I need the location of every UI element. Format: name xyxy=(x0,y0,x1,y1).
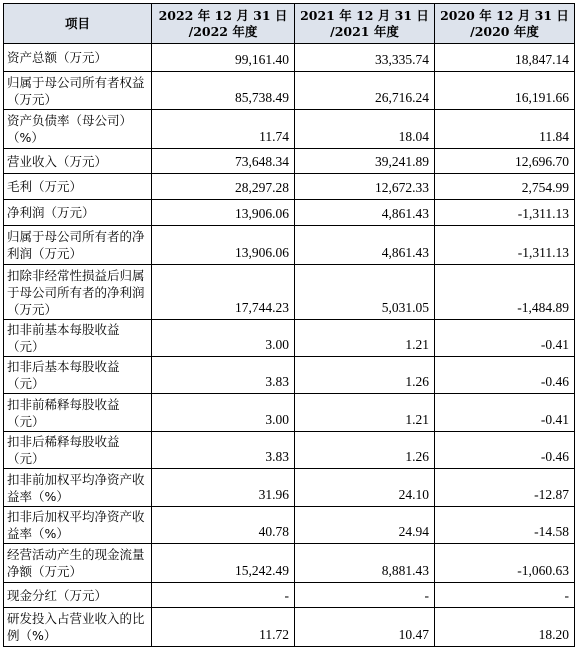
cell-2020: -1,060.63 xyxy=(435,544,575,583)
row-label: 净利润（万元） xyxy=(4,200,152,226)
row-label: 毛利（万元） xyxy=(4,174,152,200)
table-row xyxy=(4,174,575,200)
row-label: 扣非前稀释每股收益（元） xyxy=(4,394,152,432)
cell-2020: -0.41 xyxy=(435,394,575,432)
cell-2021: 24.94 xyxy=(295,507,435,544)
row-label: 扣非前基本每股收益（元） xyxy=(4,320,152,357)
cell-2020: -0.46 xyxy=(435,357,575,394)
cell-2021: 1.21 xyxy=(295,394,435,432)
cell-2020: -1,311.13 xyxy=(435,200,575,226)
cell-2021: 1.26 xyxy=(295,357,435,394)
row-label: 扣非前加权平均净资产收益率（%） xyxy=(4,469,152,507)
cell-2022: 13,906.06 xyxy=(152,200,295,226)
table-row xyxy=(4,357,575,394)
table-row xyxy=(4,226,575,265)
header-col-2021-line1: 2021 年 12 月 31 日 xyxy=(300,7,429,23)
cell-2020: 2,754.99 xyxy=(435,174,575,200)
cell-2021: 26,716.24 xyxy=(295,72,435,110)
row-label: 扣非后稀释每股收益（元） xyxy=(4,432,152,469)
header-col-2020-line2: /2020 年度 xyxy=(470,23,539,39)
header-col-2022 xyxy=(152,4,295,44)
cell-2021: - xyxy=(295,583,435,608)
row-label: 研发投入占营业收入的比例（%） xyxy=(4,608,152,647)
cell-2022: 40.78 xyxy=(152,507,295,544)
table-row xyxy=(4,320,575,357)
cell-2020: 18.20 xyxy=(435,608,575,647)
cell-2022: 3.83 xyxy=(152,357,295,394)
table-row xyxy=(4,583,575,608)
cell-2021: 8,881.43 xyxy=(295,544,435,583)
cell-2020: -1,484.89 xyxy=(435,265,575,320)
cell-2021: 24.10 xyxy=(295,469,435,507)
cell-2020: -0.46 xyxy=(435,432,575,469)
table-row xyxy=(4,394,575,432)
cell-2021: 12,672.33 xyxy=(295,174,435,200)
cell-2022: 15,242.49 xyxy=(152,544,295,583)
row-label: 扣非后基本每股收益（元） xyxy=(4,357,152,394)
row-label: 扣非后加权平均净资产收益率（%） xyxy=(4,507,152,544)
cell-2022: 99,161.40 xyxy=(152,44,295,72)
cell-2020: -0.41 xyxy=(435,320,575,357)
cell-2022: - xyxy=(152,583,295,608)
cell-2022: 85,738.49 xyxy=(152,72,295,110)
cell-2021: 18.04 xyxy=(295,110,435,149)
cell-2020: -1,311.13 xyxy=(435,226,575,265)
header-col-2022-line2: /2022 年度 xyxy=(188,23,258,39)
table-row xyxy=(4,44,575,72)
row-label: 资产总额（万元） xyxy=(4,44,152,72)
row-label: 资产负债率（母公司）（%） xyxy=(4,110,152,149)
table-row xyxy=(4,72,575,110)
row-label: 归属于母公司所有者的净利润（万元） xyxy=(4,226,152,265)
cell-2020: - xyxy=(435,583,575,608)
table-row xyxy=(4,507,575,544)
cell-2022: 13,906.06 xyxy=(152,226,295,265)
cell-2022: 11.72 xyxy=(152,608,295,647)
row-label: 营业收入（万元） xyxy=(4,149,152,174)
header-col-2022-line1: 2022 年 12 月 31 日 xyxy=(158,7,288,23)
financial-summary-table xyxy=(3,3,575,647)
cell-2021: 33,335.74 xyxy=(295,44,435,72)
cell-2022: 28,297.28 xyxy=(152,174,295,200)
cell-2021: 5,031.05 xyxy=(295,265,435,320)
cell-2022: 73,648.34 xyxy=(152,149,295,174)
cell-2020: 18,847.14 xyxy=(435,44,575,72)
cell-2021: 10.47 xyxy=(295,608,435,647)
header-item: 项目 xyxy=(4,4,152,44)
row-label: 现金分红（万元） xyxy=(4,583,152,608)
table-row xyxy=(4,265,575,320)
cell-2022: 11.74 xyxy=(152,110,295,149)
cell-2020: 16,191.66 xyxy=(435,72,575,110)
table-row xyxy=(4,432,575,469)
cell-2021: 1.21 xyxy=(295,320,435,357)
cell-2022: 31.96 xyxy=(152,469,295,507)
header-col-2020 xyxy=(435,4,575,44)
table-row xyxy=(4,469,575,507)
table-row xyxy=(4,110,575,149)
table-row xyxy=(4,544,575,583)
cell-2022: 3.83 xyxy=(152,432,295,469)
cell-2020: -12.87 xyxy=(435,469,575,507)
header-col-2021-line2: /2021 年度 xyxy=(330,23,399,39)
cell-2020: -14.58 xyxy=(435,507,575,544)
cell-2020: 12,696.70 xyxy=(435,149,575,174)
cell-2022: 3.00 xyxy=(152,320,295,357)
header-col-2020-line1: 2020 年 12 月 31 日 xyxy=(440,7,569,23)
table-row xyxy=(4,200,575,226)
row-label: 经营活动产生的现金流量净额（万元） xyxy=(4,544,152,583)
cell-2022: 3.00 xyxy=(152,394,295,432)
row-label: 扣除非经常性损益后归属于母公司所有者的净利润（万元） xyxy=(4,265,152,320)
table-header-row xyxy=(4,4,575,44)
table-row xyxy=(4,608,575,647)
table-row xyxy=(4,149,575,174)
cell-2020: 11.84 xyxy=(435,110,575,149)
header-col-2021 xyxy=(295,4,435,44)
cell-2021: 1.26 xyxy=(295,432,435,469)
cell-2022: 17,744.23 xyxy=(152,265,295,320)
cell-2021: 4,861.43 xyxy=(295,200,435,226)
row-label: 归属于母公司所有者权益（万元） xyxy=(4,72,152,110)
cell-2021: 39,241.89 xyxy=(295,149,435,174)
cell-2021: 4,861.43 xyxy=(295,226,435,265)
